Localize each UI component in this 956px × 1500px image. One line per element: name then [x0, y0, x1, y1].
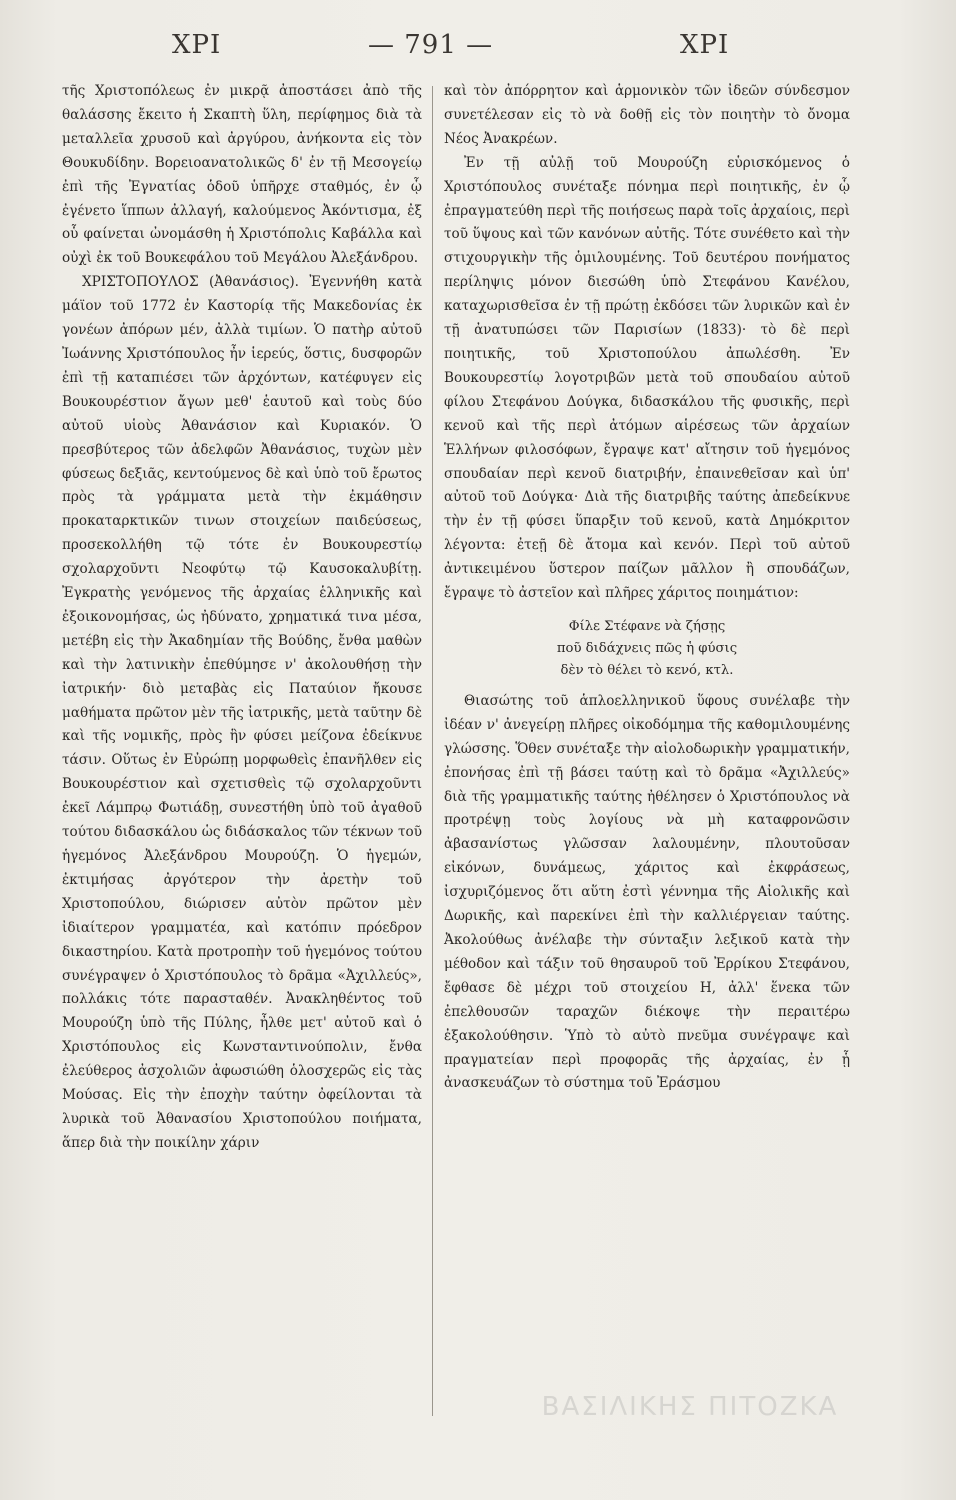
library-watermark: ΒΑΣΙΛΙΚΗΣ ΠΙΤΟΖΚΑ: [541, 1392, 839, 1422]
poem-line: Φίλε Στέφανε νὰ ζήσῃς: [568, 618, 726, 634]
poem-line: δὲν τὸ θέλει τὸ κενό, κτλ.: [560, 662, 734, 678]
column-divider: [432, 86, 433, 1416]
entry-christopoulos: ΧΡΙΣΤΟΠΟΥΛΟΣ (Ἀθανάσιος). Ἐγεννήθη κατὰ μάϊον τοῦ 1772 ἐν Καστορίᾳ τῆς Μακεδονίας ἐκ γονέων ἀπόρων μέν, ἀλλὰ τιμίων. Ὁ πατὴρ αὐτοῦ Ἰωάννης Χριστόπουλος ἦν ἱερεύς, ὅστις, δυσφορῶν ἐπὶ τῇ καταπιέσει τῶν ἀρχόντων, κατέφυγεν εἰς Βουκουρέστιον ἄγων μεθ' ἑαυτοῦ καὶ τοὺς δύο αὐτοῦ υἱοὺς Ἀθανάσιον καὶ Κυριακόν. Ὁ πρεσβύτερος τῶν ἀδελφῶν Ἀθανάσιος, τυχὼν μὲν φύσεως δεξιᾶς, κεντούμενος δὲ καὶ ὑπὸ τοῦ ἔρωτος πρὸς τὰ γράμματα μετὰ τὴν ἐκμάθησιν προκαταρκτικῶν τινων στοιχείων παιδεύσεως, προσεκολλήθη τῷ τότε ἐν Βουκουρεστίῳ σχολαρχοῦντι Νεοφύτῳ τῷ Καυσοκαλυβίτῃ. Ἐγκρατὴς γενόμενος τῆς ἀρχαίας ἑλληνικῆς καὶ ἐξοικονομήσας, ὡς ἠδύνατο, χρηματικά τινα μέσα, μετέβη εἰς τὴν Ἀκαδημίαν τῆς Βούδης, ἔνθα μαθὼν καὶ τὴν λατινικὴν ἐπεθύμησε ν' ἀκολουθήσῃ τὴν ἰατρικήν· διὸ μεταβὰς εἰς Παταύιον ἤκουσε μαθήματα πρῶτον μὲν τῆς ἰατρικῆς, μετὰ ταῦτην δὲ καὶ τῆς νομικῆς, πρὸς ἣν φύσει μείζονα ἐδείκνυε τάσιν. Οὕτως ἐν Εὐρώπῃ μορφωθεὶς ἐπανῆλθεν εἰς Βουκουρέστιον καὶ σχετισθεὶς τῷ σχολαρχοῦντι ἐκεῖ Λάμπρῳ Φωτιάδῃ, συνεστήθη ὑπὸ τοῦ ἀγαθοῦ τούτου διδασκάλου ὡς διδάσκαλος τῶν τέκνων τοῦ ἡγεμόνος Ἀλεξάνδρου Μουρούζη. Ὁ ἡγεμών, ἐκτιμήσας ἀργότερον τὴν ἀρετὴν τοῦ Χριστοπούλου, διώρισεν αὐτὸν πρῶτον μὲν ἰδιαίτερον γραμματέα, καὶ κατόπιν πρόεδρον δικαστηρίου. Κατὰ προτροπὴν τοῦ ἡγεμόνος τούτου συνέγραψεν ὁ Χριστόπουλος τὸ δρᾶμα «Ἀχιλλεύς», πολλάκις τότε παρασταθέν. Ἀνακληθέντος τοῦ Μουρούζη ὑπὸ τῆς Πύλης, ἦλθε μετ' αὐτοῦ καὶ ὁ Χριστόπουλος εἰς Κωνσταντινούπολιν, ἔνθα ἐλεύθερος ἀσχολιῶν ἀφωσιώθη ὁλοσχερῶς εἰς τὰς Μούσας. Εἰς τὴν ἐποχὴν ταύτην ὀφείλονται τὰ λυρικὰ τοῦ Ἀθανασίου Χριστοπούλου ποιήματα, ἅπερ διὰ τὴν ποικίλην χάριν: [62, 274, 422, 1151]
paragraph: καὶ τὸν ἀπόρρητον καὶ ἁρμονικὸν τῶν ἰδεῶν σύνδεσμον συνετέλεσαν εἰς τὸ νὰ δοθῇ εἰς τὸν ποιητὴν τὸ ὄνομα Νέος Ἀνακρέων.: [444, 83, 850, 147]
poem-line: ποῦ διδάχνεις πῶς ἡ φύσις: [556, 640, 738, 656]
running-head-left: ΧΡΙ: [172, 30, 222, 60]
paragraph: Θιασώτης τοῦ ἁπλοελληνικοῦ ὕφους συνέλαβε τὴν ἰδέαν ν' ἀνεγείρῃ πλῆρες οἰκοδόμημα τῆς καθομιλουμένης γλώσσης. Ὅθεν συνέταξε τὴν αἰολοδωρικὴν γραμματικήν, ἐπονήσας ἐπὶ τῇ βάσει ταύτῃ καὶ τὸ δρᾶμα «Ἀχιλλεύς» διὰ τῆς γραμματικῆς ταύτης ἠθέλησεν ὁ Χριστόπουλος νὰ προτρέψῃ τοὺς λογίους νὰ μὴ καταφρονῶσιν ἀβασανίστως γλῶσσαν λαλουμένην, πλουτοῦσαν εἰκόνων, δυνάμεως, χάριτος καὶ ἐκφράσεως, ἰσχυριζόμενος ὅτι αὕτη ἐστὶ γέννημα τῆς Αἰολικῆς καὶ Δωρικῆς, καὶ παρεκίνει ἐπὶ τὴν καλλιέργειαν ταύτης. Ἀκολούθως ἀνέλαβε τὴν σύνταξιν λεξικοῦ κατὰ τὴν μέθοδον καὶ τάξιν τοῦ θησαυροῦ τοῦ Ἐρρίκου Στεφάνου, ἔφθασε δὲ μέχρι τοῦ στοιχείου Η, ἀλλ' ἕνεκα τῶν ἐπελθουσῶν ταραχῶν διέκοψε τὴν περαιτέρω ἐξακολούθησιν. Ὑπὸ τὸ αὐτὸ πνεῦμα συνέγραψε καὶ πραγματείαν περὶ προφορᾶς τῆς ἀρχαίας, ἐν ᾗ ἀνασκευάζων τὸ σύστημα τοῦ Ἐράσμου: [444, 692, 850, 1092]
page-number: — 791 —: [368, 30, 494, 60]
running-head-right: ΧΡΙ: [680, 30, 730, 60]
paragraph: τῆς Χριστοπόλεως ἐν μικρᾷ ἀποστάσει ἀπὸ τῆς θαλάσσης ἔκειτο ἡ Σκαπτὴ ὕλη, περίφημος διὰ τὰ μεταλλεῖα χρυσοῦ καὶ ἀργύρου, ἀνήκοντα εἰς τὸν Θουκυδίδην. Βορειοανατολικῶς δ' ἐν τῇ Μεσογείῳ ἐπὶ τῆς Ἐγνατίας ὁδοῦ ὑπῆρχε σταθμός, ἐν ᾧ ἐγένετο ἵππων ἀλλαγή, καλούμενος Ἀκόντισμα, ἐξ οὗ φαίνεται ὠνομάσθη ἡ Χριστόπολις Καβάλλα καὶ οὐχὶ ἐκ τοῦ Βουκεφάλου τοῦ Μεγάλου Ἀλεξάνδρου.: [62, 83, 422, 267]
poem-quote: [444, 616, 850, 682]
right-column: [444, 80, 850, 1096]
left-column: [62, 80, 422, 1156]
paragraph: Ἐν τῇ αὐλῇ τοῦ Μουρούζη εὑρισκόμενος ὁ Χριστόπουλος συνέταξε πόνημα περὶ ποιητικῆς, ἐν ᾧ ἐπραγματεύθη περὶ τῆς ποιήσεως παρὰ τοῖς ἀρχαίοις, περὶ τοῦ ὕψους καὶ τῶν κανόνων αὐτῆς. Τότε συνέθετο καὶ τὴν στιχουργικὴν τῆς ὁμιλουμένης. Τοῦ δευτέρου πονήματος περίληψις μόνον διεσώθη ὑπὸ Στεφάνου Κανέλου, καταχωρισθεῖσα ἐν τῇ πρώτῃ ἐκδόσει τῶν λυρικῶν καὶ ἐν τῇ ἀνατυπώσει τῶν Παρισίων (1833)· τὸ δὲ περὶ ποιητικῆς, τοῦ Χριστοπούλου ἀπωλέσθη. Ἐν Βουκουρεστίῳ λογοτριβῶν μετὰ τοῦ σπουδαίου αὐτοῦ φίλου Στεφάνου Δούγκα, διδασκάλου τῆς φυσικῆς, περὶ κενοῦ καὶ τῆς περὶ ἀτόμων αἱρέσεως τῶν ἀρχαίων Ἑλλήνων φιλοσόφων, ἔγραψε κατ' αἴτησιν τοῦ ἡγεμόνος σπουδαίαν περὶ κενοῦ διατριβήν, ἐπαινεθεῖσαν καὶ ὑπ' αὐτοῦ τοῦ Δούγκα· Διὰ τῆς διατριβῆς ταύτης ἀπεδείκνυε τὴν ἐν τῇ φύσει ὕπαρξιν τοῦ κενοῦ, κατὰ Δημόκριτον λέγοντα: ἐτεῇ δὲ ἄτομα καὶ κενόν. Περὶ τοῦ αὐτοῦ ἀντικειμένου ὕστερον παίζων μᾶλλον ἢ σπουδάζων, ἔγραψε τὸ ἀστεῖον καὶ πλῆρες χάριτος ποιημάτιον:: [444, 154, 850, 602]
page-header: [0, 30, 956, 70]
